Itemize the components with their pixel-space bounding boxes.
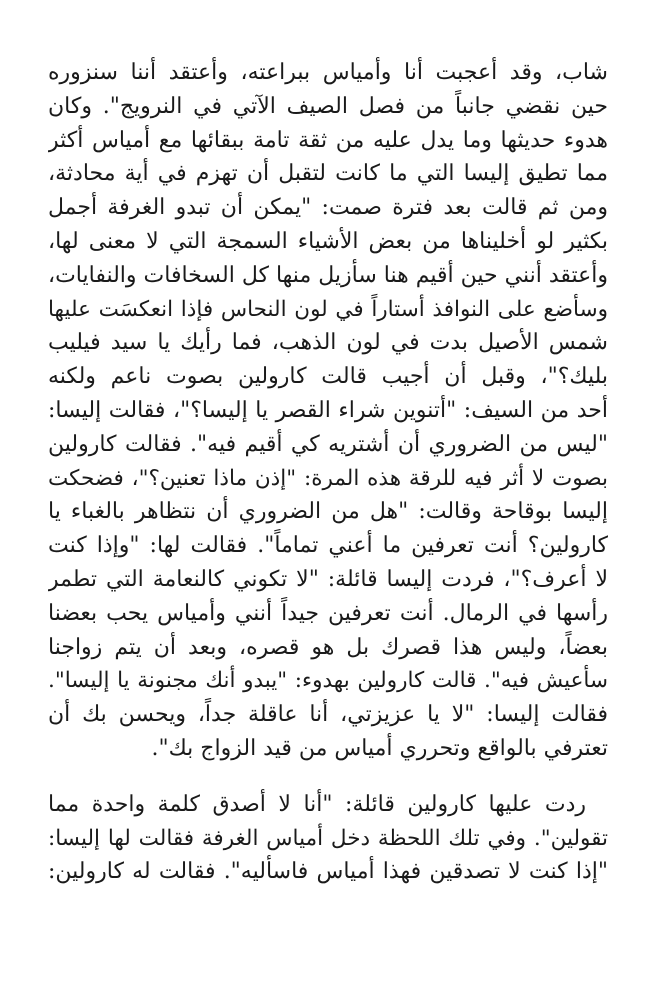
document-page <box>48 56 608 889</box>
text-line: أحد من السيف: "أتنوين شراء القصر يا إليسا؟"، فقالت إليسا: <box>48 397 608 423</box>
text-line: بليك؟"، وقبل أن أجيب قالت كارولين بصوت ناعم ولكنه <box>48 364 608 390</box>
text-line: حين نقضي جانباً من فصل الصيف الآتي في النرويج". وكان <box>48 93 608 119</box>
text-line: وأعتقد أنني حين أقيم هنا سأزيل منها كل السخافات والنفايات، <box>48 262 608 288</box>
text-line: فقالت إليسا: "لا يا عزيزتي، أنا عاقلة جداً، ويحسن بك أن <box>48 702 608 728</box>
text-line: إليسا بوقاحة وقالت: "هل من الضروري أن نتظاهر بالغباء يا <box>48 499 608 525</box>
text-line: "إذا كنت لا تصدقين فهذا أمياس فاسأليه". فقالت له كارولين: <box>48 859 608 885</box>
text-line: ومن ثم قالت بعد فترة صمت: "يمكن أن تبدو الغرفة أجمل <box>48 195 608 221</box>
text-line: سأعيش فيه". قالت كارولين بهدوء: "يبدو أنك مجنونة يا إليسا". <box>48 668 608 694</box>
text-line: ردت عليها كارولين قائلة: "أنا لا أصدق كلمة واحدة مما <box>48 791 586 817</box>
paragraph-1 <box>48 56 608 766</box>
text-line: وسأضع على النوافذ أستاراً في لون النحاس فإذا انعكسَت عليها <box>48 296 608 322</box>
text-line: شمس الأصيل بدت في لون الذهب، فما رأيك يا سيد فيليب <box>48 330 608 356</box>
text-line: بعضاً، وليس هذا قصرك بل هو قصره، وبعد أن يتم زواجنا <box>48 634 608 660</box>
text-line: رأسها في الرمال. أنت تعرفين جيداً أنني وأمياس يحب بعضنا <box>48 600 608 626</box>
text-line: مما تطيق إليسا التي ما كانت لتقبل أن تهزم في أية محادثة، <box>48 161 608 187</box>
text-line: تعترفي بالواقع وتحرري أمياس من قيد الزواج بك". <box>151 735 608 761</box>
text-line: بصوت لا أثر فيه للرقة هذه المرة: "إذن ماذا تعنين؟"، فضحكت <box>48 465 608 491</box>
text-line: بكثير لو أخليناها من بعض الأشياء السمجة التي لا معنى لها، <box>48 228 608 254</box>
text-line: شاب، وقد أعجبت أنا وأمياس ببراعته، وأعتقد أننا سنزوره <box>48 60 608 85</box>
text-line: "ليس من الضروري أن أشتريه كي أقيم فيه". فقالت كارولين <box>48 431 608 457</box>
paragraph-2 <box>48 788 608 889</box>
text-line: كارولين؟ أنت تعرفين ما أعني تماماً". فقالت لها: "وإذا كنت <box>48 533 608 559</box>
text-line: لا أعرف؟"، فردت إليسا قائلة: "لا تكوني كالنعامة التي تطمر <box>48 566 608 592</box>
text-line: هدوء حديثها وما يدل عليه من ثقة تامة ببقائها مع أمياس أكثر <box>48 127 608 153</box>
text-line: تقولين". وفي تلك اللحظة دخل أمياس الغرفة فقالت لها إليسا: <box>48 825 608 851</box>
